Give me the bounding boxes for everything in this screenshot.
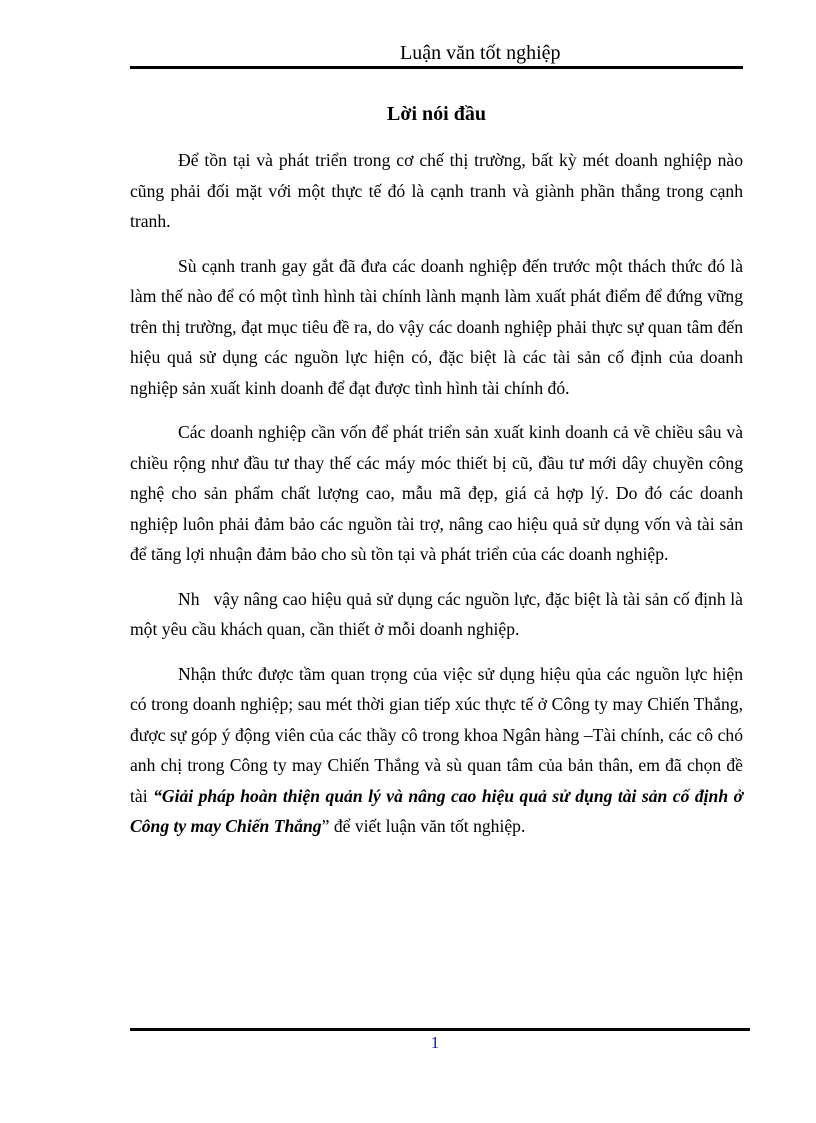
footer-rule xyxy=(130,1028,750,1031)
paragraph-2: Sù cạnh tranh gay gắt đã đưa các doanh nghiệp đến trước một thách thức đó là làm thế nào để có một tình hình tài chính lành mạnh làm xuất phát điểm để đứng vững trên thị trường, đạt mục tiêu đề ra, do vậy các doanh nghiệp phải thực sự quan tâm đến hiệu quả sử dụng các nguồn lực hiện có, đặc biệt là các tài sản cố định của doanh nghiệp sản xuất kinh doanh để đạt được tình hình tài chính đó. xyxy=(130,255,743,398)
body-text xyxy=(130,145,748,856)
thesis-title: “Giải pháp hoàn thiện quản lý và nâng cao hiệu quả sử dụng tài sản cố định ở Công ty may Chiến Thắng xyxy=(130,785,744,836)
paragraph-5 xyxy=(130,659,743,842)
header-rule xyxy=(130,66,743,69)
page-number: 1 xyxy=(430,1033,440,1052)
paragraph-3: Các doanh nghiệp cần vốn để phát triển sản xuất kinh doanh cả về chiều sâu và chiều rộng như đầu tư thay thế các máy móc thiết bị cũ, đầu tư mới dây chuyền công nghệ cho sản phẩm chất lượng cao, mẫu mã đẹp, giá cả hợp lý. Do đó các doanh nghiệp luôn phải đảm bảo các nguồn tài trợ, nâng cao hiệu quả sử dụng vốn và tài sản để tăng lợi nhuận đảm bảo cho sù tồn tại và phát triển của các doanh nghiệp. xyxy=(130,422,743,564)
paragraph-5-tail: ” để viết luận văn tốt nghiệp. xyxy=(321,816,526,836)
paragraph-5-lead: Nhận thức được tầm quan trọng của việc sử dụng hiệu qủa các nguồn lực hiện có trong doanh nghiệp; sau mét thời gian tiếp xúc thực tế ở Công ty may Chiến Thắng, được sự góp ý động viên của các thầy cô trong khoa Ngân hàng –Tài chính, các cô chó anh chị trong Công ty may Chiến Thắng và sù quan tâm của bản thân, em đã chọn đề tài xyxy=(130,663,743,806)
paragraph-4: Nh vậy nâng cao hiệu quả sử dụng các nguồn lực, đặc biệt là tài sản cố định là một yêu cầu khách quan, cần thiết ở mỗi doanh nghiệp. xyxy=(130,588,748,639)
running-header: Luận văn tốt nghiệp xyxy=(400,42,561,64)
paragraph-1: Để tồn tại và phát triển trong cơ chế thị trường, bất kỳ mét doanh nghiệp nào cũng phải đối mặt với một thực tế đó là cạnh tranh và giành phần thắng trong cạnh tranh. xyxy=(130,150,743,231)
section-heading: Lời nói đầu xyxy=(387,103,486,125)
